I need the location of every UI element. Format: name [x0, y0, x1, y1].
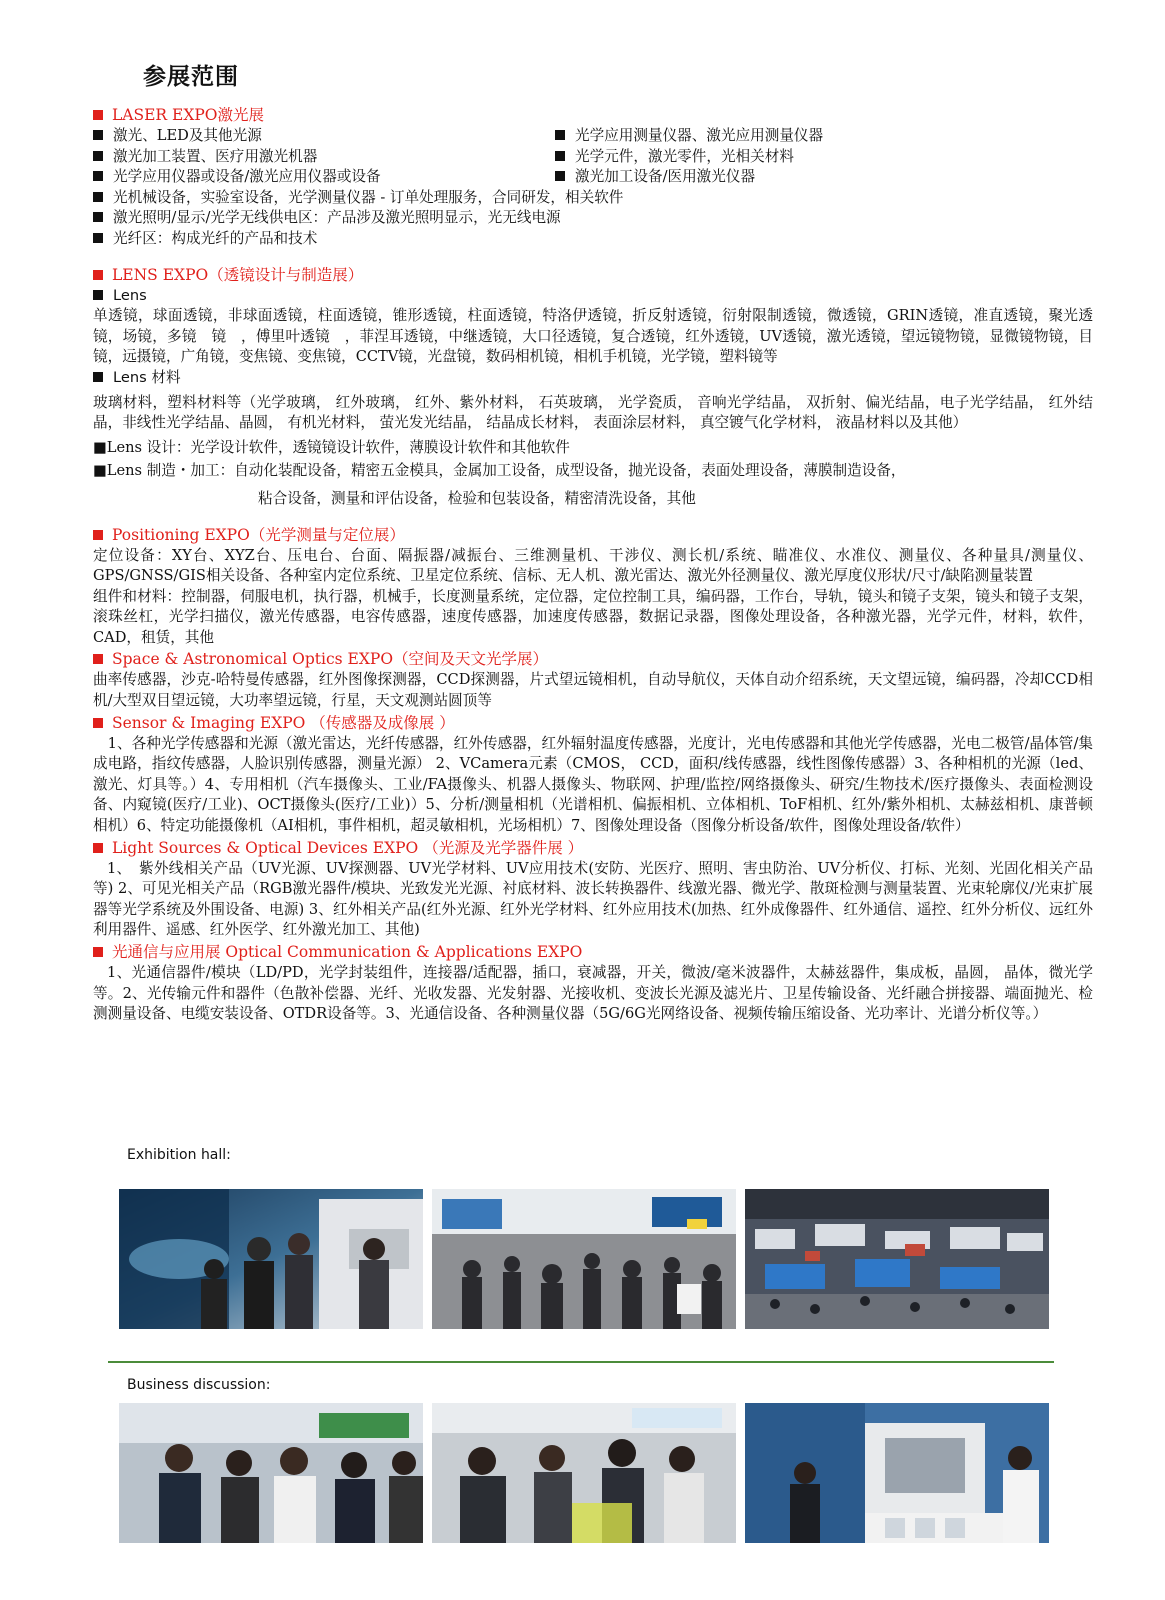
exhibition-photo-3 — [745, 1189, 1049, 1329]
bullet-square-icon — [555, 130, 565, 140]
list-item: 光学应用测量仪器、激光应用测量仪器 — [555, 126, 1093, 147]
bullet-square-icon — [93, 130, 103, 140]
list-item: 激光照明/显示/光学无线供电区：产品涉及激光照明显示，光无线电源 — [93, 208, 1093, 229]
list-item: 光学元件，激光零件，光相关材料 — [555, 147, 1093, 168]
red-square-icon — [93, 270, 103, 280]
list-item: 激光加工设备/医用激光仪器 — [555, 167, 1093, 188]
laser-expo-two-column — [93, 126, 1093, 188]
lens-types-text: 单透镜，球面透镜，非球面透镜，柱面透镜，锥形透镜，柱面透镜，特洛伊透镜，折反射透镜，衍射限制透镜，微透镜，GRIN透镜，准直透镜，聚光透镜，场镜，多镜 镜 ，傅里叶透镜 ，菲涅耳透镜，中继透镜，大口径透镜，复合透镜，红外透镜，UV透镜，激光透镜，望远镜物镜，显微镜物镜，目镜，远摄镜，广角镜，变焦镜、变焦镜，CCTV镜，光盘镜，数码相机镜，相机手机镜，光学镜，塑料镜等 — [93, 307, 1093, 366]
exhibition-photo-1 — [119, 1189, 423, 1329]
lens-expo-heading: LENS EXPO（透镜设计与制造展） — [93, 264, 1093, 286]
lens-material-subheading: Lens 材料 — [93, 368, 1093, 389]
bullet-square-icon — [93, 290, 103, 300]
red-square-icon — [93, 843, 103, 853]
lens-material-text: 玻璃材料，塑料材料等（光学玻璃， 红外玻璃， 红外、紫外材料， 石英玻璃， 光学瓷质， 音响光学结晶， 双折射、偏光结晶，电子光学结晶， 红外结晶，非线性光学结晶、晶圆， 有机光材料， 萤光发光结晶， 结晶成长材料， 表面涂层材料， 真空镀气化学材料， 液晶材料以及其他） — [93, 393, 1093, 432]
bullet-square-icon — [555, 151, 565, 161]
light-sources-expo-text: 1、 紫外线相关产品（UV光源、UV探测器、UV光学材料、UV应用技术(安防、光医疗、照明、害虫防治、UV分析仪、打标、光刻、光固化相关产品等) 2、可见光相关产品（RGB激光器件/模块、光致发光光源、衬底材料、波长转换器件、线激光器、微光学、散斑检测与测量装置、光束轮廓仪/光束扩展器等光学系统及外围设备、电源) 3、红外相关产品(红外光源、红外光学材料、红外应用技术(加热、红外成像器件、红外通信、遥控、红外分析仪、远红外利用器件、遥感、红外医学、红外激光加工、其他) — [93, 859, 1093, 939]
sensor-expo-text: 1、各种光学传感器和光源（激光雷达，光纤传感器，红外传感器，红外辐射温度传感器，光度计，光电传感器和其他光学传感器，光电二极管/晶体管/集成电路，指纹传感器，人脸识别传感器，测量光源） 2、VCamera元素（CMOS， CCD，面积/线传感器，线性图像传感器）3、各种相机的光源（led、激光、灯具等。）4、专用相机（汽车摄像头、工业/FA摄像头、机器人摄像头、物联网、护理/监控/网络摄像头、研究/生物技术/医疗摄像头、表面检测设备、内窥镜(医疗/工业)、OCT摄像头(医疗/工业)）5、分析/测量相机（光谱相机、偏振相机、立体相机、ToF相机、红外/紫外相机、太赫兹相机、康普顿相机）6、特定功能摄像机（AI相机，事件相机，超灵敏相机，光场相机）7、图像处理设备（图像分析设备/软件，图像处理设备/软件） — [93, 734, 1093, 835]
space-expo-text: 曲率传感器，沙克-哈特曼传感器，红外图像探测器，CCD探测器，片式望远镜相机，自动导航仪，天体自动介绍系统，天文望远镜，编码器，冷却CCD相机/大型双目望远镜，大功率望远镜，行星，天文观测站圆顶等 — [93, 671, 1093, 710]
business-photo-3-image — [745, 1403, 1049, 1543]
laser-expo-heading: LASER EXPO激光展 — [93, 104, 1093, 126]
list-item: 激光、LED及其他光源 — [93, 126, 555, 147]
red-square-icon — [93, 654, 103, 664]
business-photo-3 — [745, 1403, 1049, 1543]
business-photo-1-image — [119, 1403, 423, 1543]
bullet-square-icon — [93, 372, 103, 382]
bullet-square-icon — [93, 192, 103, 202]
bullet-square-icon — [555, 171, 565, 181]
list-item: 光学应用仪器或设备/激光应用仪器或设备 — [93, 167, 555, 188]
exhibit-scope-content — [93, 104, 1093, 1025]
lens-manufacture-text-continued: 粘合设备，测量和评估设备，检验和包装设备，精密清洗设备，其他 — [258, 489, 696, 507]
section-divider — [108, 1361, 1054, 1363]
business-discussion-caption: Business discussion: — [127, 1377, 271, 1393]
lens-subheading: Lens — [93, 286, 1093, 307]
bullet-square-icon — [93, 233, 103, 243]
exhibition-photo-2-image — [432, 1189, 736, 1329]
laser-right-column — [555, 126, 1093, 188]
list-item: 光机械设备，实验室设备，光学测量仪器 - 订单处理服务，合同研发，相关软件 — [93, 188, 1093, 209]
space-expo-heading: Space & Astronomical Optics EXPO（空间及天文光学展） — [93, 648, 1093, 670]
optical-communication-expo-text: 1、光通信器件/模块（LD/PD，光学封装组件，连接器/适配器，插口，衰减器，开关，微波/毫米波器件，太赫兹器件，集成板，晶圆， 晶体，微光学等。2、光传输元件和器件（色散补偿器、光纤、光收发器、光发射器、光接收机、变波长光源及滤光片、卫星传输设备、光纤融合拼接器、端面抛光、检测测量设备、电缆安装设备、OTDR设备等。3、光通信设备、各种测量仪器（5G/6G光网络设备、视频传输压缩设备、光功率计、光谱分析仪等。） — [93, 964, 1093, 1023]
positioning-components-text: 组件和材料：控制器，伺服电机，执行器，机械手，长度测量系统，定位器，定位控制工具，编码器，工作台，导轨，镜头和镜子支架，镜头和镜子支架，滚珠丝杠，光学扫描仪，激光传感器，电容传感器，速度传感器，加速度传感器，数据记录器，图像处理设备，各种激光器，光学元件，材料，软件，CAD，租赁，其他 — [93, 587, 1093, 646]
list-item: 激光加工装置、医疗用激光机器 — [93, 147, 555, 168]
red-square-icon — [93, 947, 103, 957]
red-square-icon — [93, 110, 103, 120]
bullet-square-icon — [93, 171, 103, 181]
exhibition-hall-caption: Exhibition hall: — [127, 1147, 231, 1163]
lens-design-text: ■Lens 设计：光学设计软件，透镜镜设计软件，薄膜设计软件和其他软件 — [93, 438, 570, 456]
red-square-icon — [93, 718, 103, 728]
optical-communication-expo-heading: 光通信与应用展 Optical Communication & Applications EXPO — [93, 941, 1093, 963]
exhibition-photo-3-image — [745, 1189, 1049, 1329]
bullet-square-icon — [93, 212, 103, 222]
laser-left-column — [93, 126, 555, 188]
positioning-devices-text: 定位设备：XY台、XYZ台、压电台、台面、隔振器/减振台、三维测量机、干涉仪、测长机/系统、瞄准仪、水准仪、测量仪、各种量具/测量仪、GPS/GNSS/GIS相关设备、各种室内定位系统、卫星定位系统、信标、无人机、激光雷达、激光外径测量仪、激光厚度仪形状/尺寸/缺陷测量装置 — [93, 546, 1093, 585]
exhibition-photo-1-image — [119, 1189, 423, 1329]
business-photo-1 — [119, 1403, 423, 1543]
page-title: 参展范围 — [143, 64, 239, 90]
business-photo-2-image — [432, 1403, 736, 1543]
business-photo-2 — [432, 1403, 736, 1543]
sensor-expo-heading: Sensor & Imaging EXPO （传感器及成像展 ） — [93, 712, 1093, 734]
lens-manufacture-text: ■Lens 制造・加工：自动化装配设备，精密五金模具，金属加工设备，成型设备，抛光设备，表面处理设备，薄膜制造设备， — [93, 462, 906, 480]
list-item: 光纤区：构成光纤的产品和技术 — [93, 229, 1093, 250]
exhibition-photo-2 — [432, 1189, 736, 1329]
bullet-square-icon — [93, 151, 103, 161]
positioning-expo-heading: Positioning EXPO（光学测量与定位展） — [93, 524, 1093, 546]
light-sources-expo-heading: Light Sources & Optical Devices EXPO （光源及光学器件展 ） — [93, 837, 1093, 859]
red-square-icon — [93, 530, 103, 540]
